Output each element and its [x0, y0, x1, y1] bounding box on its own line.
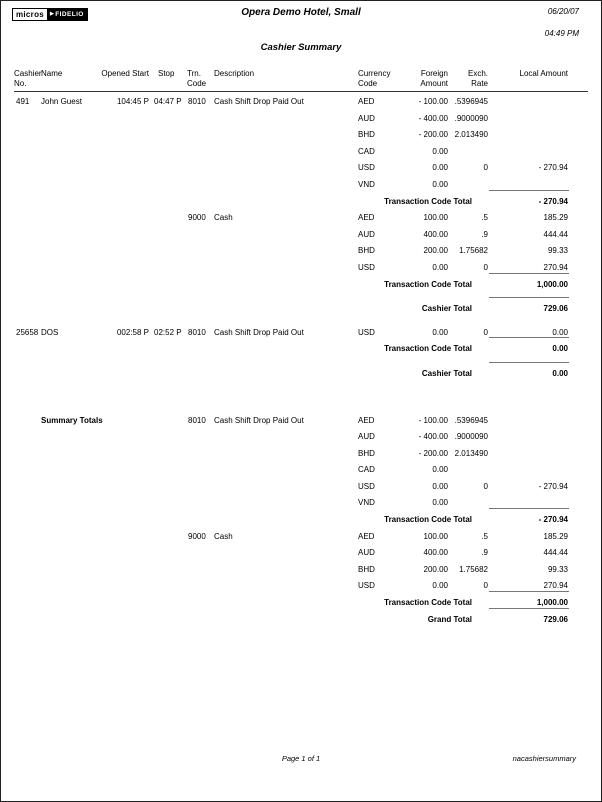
micros-logo-text: micros — [12, 8, 48, 21]
transaction-code-total-value: - 270.94 — [538, 515, 568, 525]
transaction-code-total-row — [1, 197, 601, 214]
cashier-name-cell: DOS — [41, 327, 59, 337]
currency-code-cell: AED — [358, 97, 375, 106]
final-total-row — [1, 615, 601, 632]
foreign-amount-cell: - 400.00 — [418, 432, 448, 442]
col-cashier-no: Cashier — [14, 69, 42, 78]
exch-rate-cell: .9 — [481, 229, 488, 239]
currency-code-cell: BHD — [358, 246, 375, 256]
final-total-rule — [489, 297, 569, 298]
table-row — [1, 246, 601, 263]
currency-code-cell: USD — [358, 163, 375, 173]
currency-code-cell: AED — [358, 531, 375, 541]
final-total-label: Cashier Total — [421, 368, 472, 378]
foreign-amount-cell: - 100.00 — [418, 97, 448, 106]
currency-code-cell: AUD — [358, 113, 375, 123]
final-total-value: 729.06 — [543, 304, 568, 314]
description-cell: Cash — [214, 531, 233, 541]
table-row — [1, 163, 601, 180]
table-row — [1, 498, 601, 515]
stop-cell: 02:52 P — [154, 327, 182, 337]
local-amount-cell: - 270.94 — [538, 163, 568, 173]
col-opened-start: Opened Start — [101, 69, 149, 78]
table-header: Cashier No. Name Opened Start Stop Trn. Code Description Currency Code Foreign Amount Exch. Rate Local Amount — [14, 69, 568, 88]
report-footer — [1, 754, 601, 766]
transaction-code-total-label: Transaction Code Total — [384, 344, 472, 354]
currency-code-cell: CAD — [358, 465, 375, 475]
report-header — [1, 1, 601, 67]
currency-code-cell: USD — [358, 581, 375, 591]
foreign-amount-cell: 400.00 — [423, 229, 448, 239]
exch-rate-cell: 0 — [483, 163, 488, 173]
opened-start-cell: 104:45 P — [116, 97, 149, 106]
local-amount-cell: 99.33 — [547, 564, 568, 574]
currency-code-cell: USD — [358, 327, 375, 337]
table-row — [1, 114, 601, 131]
table-row — [1, 263, 601, 280]
currency-code-cell: BHD — [358, 564, 375, 574]
transaction-code-total-value: 1,000.00 — [536, 279, 568, 289]
table-row — [1, 180, 601, 197]
local-amount-cell: 99.33 — [547, 246, 568, 256]
exch-rate-cell: 0 — [483, 262, 488, 272]
trn-code-cell: 9000 — [188, 531, 206, 541]
trn-code-cell: 8010 — [188, 327, 206, 337]
col-foreign-amount: Foreign — [420, 69, 448, 78]
description-cell: Cash Shift Drop Paid Out — [214, 327, 304, 337]
foreign-amount-cell: 0.00 — [432, 262, 448, 272]
section-gap — [1, 321, 601, 328]
currency-code-cell: AED — [358, 415, 375, 425]
report-title: Cashier Summary — [260, 42, 342, 53]
table-row — [1, 565, 601, 582]
exch-rate-cell: .9000090 — [454, 432, 488, 442]
hotel-name: Opera Demo Hotel, Small — [241, 7, 361, 18]
description-cell: Cash Shift Drop Paid Out — [214, 97, 304, 106]
transaction-code-total-row — [1, 598, 601, 615]
report-id: nacashiersummary — [512, 754, 576, 763]
table-row — [1, 213, 601, 230]
exch-rate-cell: .9000090 — [454, 113, 488, 123]
foreign-amount-cell: 0.00 — [432, 481, 448, 491]
foreign-amount-cell: 0.00 — [432, 465, 448, 475]
table-row — [1, 432, 601, 449]
exch-rate-cell: .9 — [481, 548, 488, 558]
transaction-code-total-row — [1, 515, 601, 532]
foreign-amount-cell: 0.00 — [432, 163, 448, 173]
trn-code-cell: 8010 — [188, 415, 206, 425]
transaction-code-total-value: 1,000.00 — [536, 598, 568, 608]
transaction-code-total-value: 0.00 — [552, 344, 568, 354]
foreign-amount-cell: 100.00 — [423, 213, 448, 223]
currency-code-cell: AUD — [358, 229, 375, 239]
table-row — [1, 449, 601, 466]
final-total-label: Cashier Total — [421, 304, 472, 314]
table-row — [1, 482, 601, 499]
col-local-amount: Local Amount — [519, 69, 568, 78]
trn-code-cell: 9000 — [188, 213, 206, 223]
foreign-amount-cell: - 200.00 — [418, 130, 448, 140]
foreign-amount-cell: 0.00 — [432, 498, 448, 508]
cashier-no-cell: 491 — [16, 97, 30, 106]
exch-rate-cell: .5 — [481, 213, 488, 223]
description-cell: Cash Shift Drop Paid Out — [214, 415, 304, 425]
exch-rate-cell: 2.013490 — [454, 130, 488, 140]
foreign-amount-cell: - 100.00 — [418, 415, 448, 425]
col-stop: Stop — [158, 69, 175, 78]
table-row — [1, 548, 601, 565]
table-row — [1, 130, 601, 147]
local-amount-cell: - 270.94 — [538, 481, 568, 491]
transaction-code-total-row — [1, 344, 601, 361]
transaction-code-total-row — [1, 280, 601, 297]
final-total-value: 0.00 — [552, 368, 568, 378]
table-row — [1, 147, 601, 164]
currency-code-cell: USD — [358, 481, 375, 491]
currency-code-cell: BHD — [358, 130, 375, 140]
col-exch-rate: Exch. — [467, 69, 488, 78]
table-row — [1, 581, 601, 598]
foreign-amount-cell: 0.00 — [432, 581, 448, 591]
exch-rate-cell: .5396945 — [454, 97, 488, 106]
currency-code-cell: CAD — [358, 146, 375, 156]
local-amount-cell: 444.44 — [543, 548, 568, 558]
description-cell: Cash — [214, 213, 233, 223]
local-amount-cell: 185.29 — [543, 531, 568, 541]
table-row — [1, 230, 601, 247]
final-total-row — [1, 304, 601, 321]
page-number: Page 1 of 1 — [281, 754, 321, 763]
currency-code-cell: AUD — [358, 548, 375, 558]
foreign-amount-cell: 400.00 — [423, 548, 448, 558]
col-description: Description — [214, 69, 255, 78]
exch-rate-cell: .5 — [481, 531, 488, 541]
currency-code-cell: VND — [358, 179, 375, 189]
table-row — [1, 416, 601, 433]
fidelio-logo-text: ▶ FIDELIO — [48, 8, 88, 21]
foreign-amount-cell: - 200.00 — [418, 448, 448, 458]
exch-rate-cell: .5396945 — [454, 415, 488, 425]
report-time: 04:49 PM — [544, 29, 579, 38]
local-amount-cell: 0.00 — [552, 327, 568, 337]
currency-code-cell: USD — [358, 262, 375, 272]
report-body — [1, 97, 601, 631]
foreign-amount-cell: - 400.00 — [418, 113, 448, 123]
foreign-amount-cell: 0.00 — [432, 146, 448, 156]
cashier-name-cell: Summary Totals — [41, 415, 103, 425]
logo-arrow-icon: ▶ — [50, 11, 55, 17]
stop-cell: 04:47 P — [154, 97, 182, 106]
foreign-amount-cell: 0.00 — [432, 179, 448, 189]
transaction-code-total-label: Transaction Code Total — [384, 515, 472, 525]
currency-code-cell: AED — [358, 213, 375, 223]
exch-rate-cell: 1.75682 — [459, 564, 488, 574]
local-amount-cell: 444.44 — [543, 229, 568, 239]
final-total-row — [1, 369, 601, 386]
foreign-amount-cell: 200.00 — [423, 564, 448, 574]
exch-rate-cell: 2.013490 — [454, 448, 488, 458]
currency-code-cell: BHD — [358, 448, 375, 458]
exch-rate-cell: 0 — [483, 327, 488, 337]
final-total-label: Grand Total — [427, 614, 472, 624]
currency-code-cell: AUD — [358, 432, 375, 442]
local-amount-cell: 185.29 — [543, 213, 568, 223]
cashier-name-cell: John Guest — [41, 97, 82, 106]
col-trn-code: Trn. — [187, 69, 201, 78]
table-row — [1, 532, 601, 549]
col-name: Name — [41, 69, 63, 78]
currency-code-cell: VND — [358, 498, 375, 508]
foreign-amount-cell: 100.00 — [423, 531, 448, 541]
local-amount-cell: 270.94 — [543, 262, 568, 272]
opened-start-cell: 002:58 P — [116, 327, 149, 337]
exch-rate-cell: 0 — [483, 481, 488, 491]
transaction-code-total-label: Transaction Code Total — [384, 196, 472, 206]
table-row — [1, 465, 601, 482]
trn-code-cell: 8010 — [188, 97, 206, 106]
table-row — [1, 328, 601, 345]
local-amount-cell: 270.94 — [543, 581, 568, 591]
final-total-rule — [489, 362, 569, 363]
transaction-code-total-label: Transaction Code Total — [384, 279, 472, 289]
header-rule — [14, 91, 588, 92]
report-date: 06/20/07 — [547, 7, 579, 16]
exch-rate-cell: 0 — [483, 581, 488, 591]
section-gap — [1, 386, 601, 416]
cashier-no-cell: 25658 — [16, 327, 39, 337]
transaction-code-total-value: - 270.94 — [538, 196, 568, 206]
foreign-amount-cell: 0.00 — [432, 327, 448, 337]
exch-rate-cell: 1.75682 — [459, 246, 488, 256]
table-row — [1, 97, 601, 114]
foreign-amount-cell: 200.00 — [423, 246, 448, 256]
col-currency-code: Currency — [358, 69, 391, 78]
final-total-value: 729.06 — [543, 614, 568, 624]
transaction-code-total-label: Transaction Code Total — [384, 598, 472, 608]
